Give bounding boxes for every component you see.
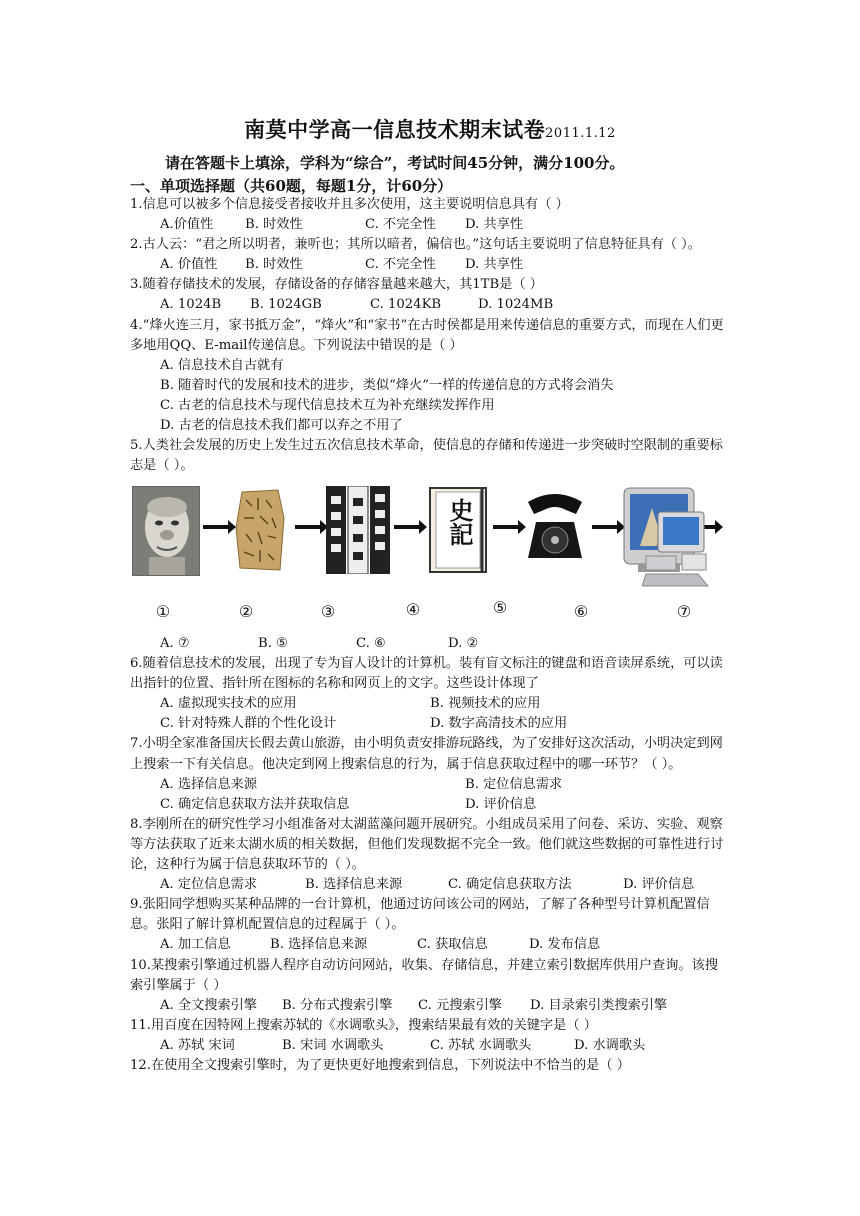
timeline-labels	[0, 600, 860, 626]
question-3	[130, 275, 730, 315]
question-stem: 10.某搜索引擎通过机器人程序自动访问网站，收集、存储信息，并建立索引数据库供用户查询。该搜索引擎属于（ ）	[130, 957, 719, 993]
question-7	[130, 734, 730, 814]
history-book-image	[424, 484, 492, 576]
question-stem: 5.人类社会发展的历史上发生过五次信息技术革命，使信息的存储和传递进一步突破时空限制的重要标志是（ ）。	[130, 438, 723, 474]
page-title	[0, 114, 860, 144]
question-stem: 9.张阳同学想购买某种品牌的一台计算机，他通过访问该公司的网站，了解了各种型号计算机配置信息。张阳了解计算机配置信息的过程属于（ ）。	[130, 897, 710, 933]
option-b: B. 选择信息来源	[270, 937, 368, 953]
q5-options	[130, 634, 730, 654]
label-5: ⑤	[492, 598, 508, 617]
option-c: C. 1024KB	[370, 297, 442, 313]
options	[130, 935, 730, 955]
option-c: C. 针对特殊人群的个性化设计	[160, 716, 337, 732]
option-b: B. 分布式搜索引擎	[282, 997, 393, 1013]
info-revolution-timeline	[128, 480, 718, 606]
option-c: C. 不完全性	[365, 257, 436, 273]
question-stem: 7.小明全家准备国庆长假去黄山旅游，由小明负责安排游玩路线，为了安排好这次活动，小明决定到网上搜索一下有关信息。他决定到网上搜索信息的行为，属于信息获取过程中的哪一环节？（ ）。	[130, 736, 723, 772]
option-c: C. 元搜索引擎	[418, 997, 502, 1013]
arrow-icon	[493, 525, 519, 529]
question-6	[130, 654, 730, 734]
option-b: B. 1024GB	[250, 297, 322, 313]
option-a: A.价值性	[160, 217, 214, 233]
options	[130, 875, 730, 895]
option-d: D. 共享性	[465, 257, 524, 273]
question-stem: 1.信息可以被多个信息接受者接收并且多次使用，这主要说明信息具有（ ）	[130, 197, 569, 212]
question-4	[130, 316, 730, 437]
question-stem: 6.随着信息技术的发展，出现了专为盲人设计的计算机。装有盲文标注的键盘和语音读屏系统，可以读出指针的位置、指针所在图标的名称和网页上的文字。这些设计体现了	[130, 656, 723, 692]
options	[130, 255, 730, 275]
options	[130, 694, 730, 734]
question-list-continued	[130, 634, 730, 1076]
arrow-icon	[592, 525, 618, 529]
option-d: D. 1024MB	[478, 297, 554, 313]
option-c: C. 不完全性	[365, 217, 436, 233]
option-b: B. 定位信息需求	[465, 776, 563, 792]
option-a: A. 虚拟现实技术的应用	[160, 696, 297, 712]
option-b: B. 时效性	[245, 257, 303, 273]
option-d: D. 评价信息	[465, 796, 537, 812]
label-7: ⑦	[676, 602, 692, 621]
option-a: A. 苏轼 宋词	[160, 1037, 235, 1053]
section-heading: 一、单项选择题（共60题，每题1分，计60分）	[130, 177, 453, 195]
option-c: C. 确定信息获取方法	[448, 877, 572, 893]
option-b: B. ⑤	[258, 636, 288, 651]
question-9	[130, 895, 730, 955]
question-10	[130, 956, 730, 1016]
arrow-icon	[394, 525, 420, 529]
question-list	[130, 195, 730, 606]
question-5	[130, 436, 730, 606]
question-12	[130, 1056, 730, 1076]
telephone-image	[520, 492, 590, 566]
options	[130, 295, 730, 315]
question-stem: 8.李刚所在的研究性学习小组准备对太湖蓝藻问题开展研究。小组成员采用了问卷、采访、实验、观察等方法获取了近来太湖水质的相关数据，但他们发现数据不完全一致。他们就这些数据的可靠性进行讨论，这种行为属于信息获取环节的（ ）。	[130, 816, 724, 873]
exam-notice: 请在答题卡上填涂，学科为“综合”，考试时间45分钟，满分100分。	[165, 154, 625, 172]
label-1: ①	[155, 602, 171, 621]
options	[130, 775, 730, 815]
option-c: C. 苏轼 水调歌头	[430, 1037, 532, 1053]
label-6: ⑥	[573, 602, 589, 621]
question-stem: 11.用百度在因特网上搜索苏轼的《水调歌头》，搜索结果最有效的关键字是（ ）	[130, 1017, 597, 1033]
question-11	[130, 1016, 730, 1056]
bamboo-slips-image	[326, 486, 390, 574]
option-b: B. 宋词 水调歌头	[282, 1037, 384, 1053]
option-d: D. ②	[448, 636, 479, 651]
question-stem: 2.古人云：“君之所以明者，兼听也；其所以暗者，偏信也。”这句话主要说明了信息特征具有（ ）。	[130, 237, 701, 253]
question-2	[130, 235, 730, 275]
option-d: D. 数字高清技术的应用	[430, 716, 568, 732]
option-a: A. ⑦	[160, 636, 190, 651]
option-d: D. 水调歌头	[574, 1037, 646, 1053]
option-a: A. 选择信息来源	[160, 776, 258, 792]
option-d: D. 古老的信息技术我们都可以弃之不用了	[160, 418, 403, 434]
option-c: C. ⑥	[356, 636, 386, 651]
option-c: C. 获取信息	[417, 937, 488, 953]
title-text: 南莫中学高一信息技术期末试卷	[244, 117, 546, 142]
option-b: B. 视频技术的应用	[430, 696, 541, 712]
label-3: ③	[320, 602, 336, 621]
option-d: D. 目录索引类搜索引擎	[530, 997, 668, 1013]
option-a: A. 价值性	[160, 257, 218, 273]
option-a: A. 全文搜索引擎	[160, 997, 258, 1013]
option-d: D. 共享性	[465, 217, 524, 233]
option-a: A. 定位信息需求	[160, 877, 258, 893]
option-b: B. 随着时代的发展和技术的进步，类似“烽火”一样的传递信息的方式将会消失	[160, 377, 614, 393]
option-c: C. 古老的信息技术与现代信息技术互为补充继续发挥作用	[160, 397, 495, 413]
label-4: ④	[405, 600, 421, 619]
question-stem: 4.“烽火连三月，家书抵万金”，“烽火”和“家书”在古时侯都是用来传递信息的重要方式，而现在人们更多地用QQ、E-mail传递信息。下列说法中错误的是（ ）	[130, 317, 724, 353]
arrow-icon	[295, 525, 321, 529]
computer-image	[642, 508, 714, 590]
option-a: A. 1024B	[160, 297, 222, 313]
oracle-bone-image	[232, 488, 288, 572]
option-b: B. 时效性	[245, 217, 303, 233]
options	[130, 996, 730, 1016]
options	[130, 215, 730, 235]
options	[130, 1036, 730, 1056]
label-2: ②	[238, 602, 254, 621]
option-a: A. 加工信息	[160, 937, 231, 953]
question-stem: 3.随着存储技术的发展，存储设备的存储容量越来越大，其1TB是（ ）	[130, 277, 543, 293]
exam-date: 2011.1.12	[545, 126, 616, 141]
ape-man-image	[132, 486, 200, 576]
question-1	[130, 195, 730, 235]
question-stem: 12.在使用全文搜索引擎时，为了更快更好地搜索到信息，下列说法中不恰当的是（ ）	[130, 1057, 630, 1073]
option-d: D. 发布信息	[529, 937, 601, 953]
option-c: C. 确定信息获取方法并获取信息	[160, 796, 350, 812]
option-a: A. 信息技术自古就有	[160, 357, 284, 373]
arrow-icon	[203, 525, 229, 529]
scroll-title: 史記	[445, 498, 474, 547]
question-8	[130, 815, 730, 895]
option-d: D. 评价信息	[623, 877, 695, 893]
option-b: B. 选择信息来源	[305, 877, 403, 893]
